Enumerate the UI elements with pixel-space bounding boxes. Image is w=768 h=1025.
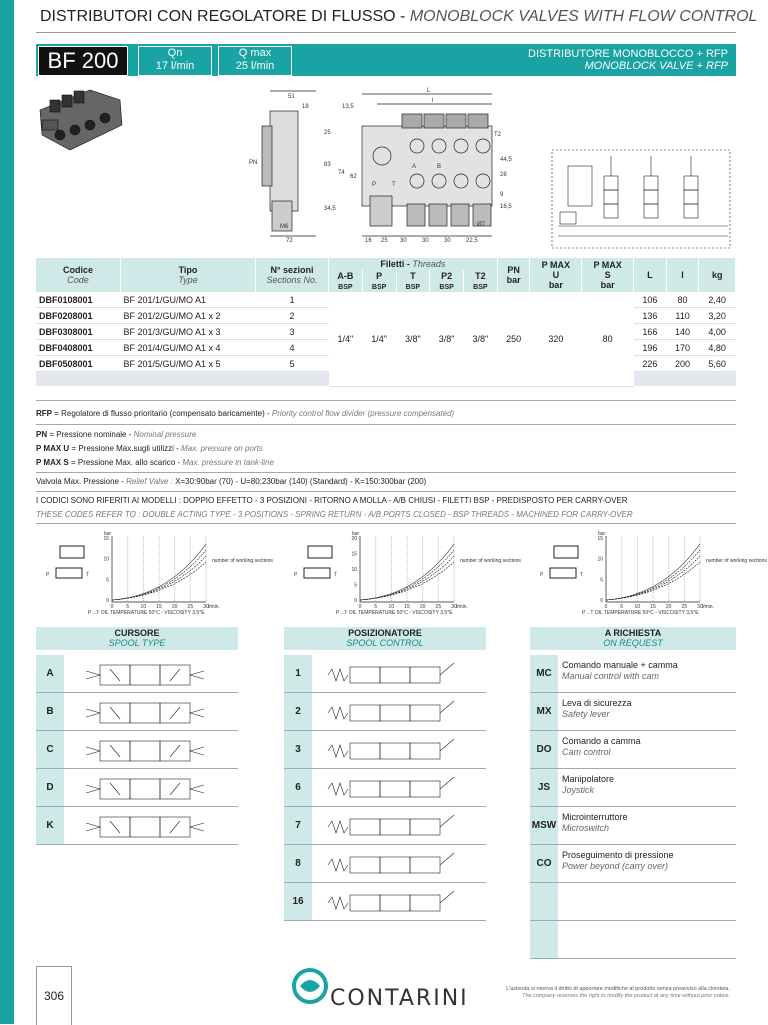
request-row <box>530 693 736 731</box>
request-it: Leva di sicurezza <box>562 698 632 708</box>
note-pmaxs-en: Max. pressure in tank-line <box>182 458 274 467</box>
col-p2-bsp: BSP <box>439 284 454 291</box>
request-en: Joystick <box>562 785 595 795</box>
note-rfp-key: RFP <box>36 409 52 418</box>
request-en: Microswitch <box>562 823 610 833</box>
graph-y-tick: 15 <box>597 536 603 542</box>
cell-p: 1/4" <box>362 292 396 386</box>
dim-T2: T2 <box>494 132 502 138</box>
col-type <box>121 258 256 292</box>
request-it: Microinterruttore <box>562 812 628 822</box>
request-title: A RICHIESTA <box>604 628 662 638</box>
cell-pmaxu: 320 <box>530 292 582 386</box>
note-pmaxu-it: = Pressione Max.sugli utilizzi - <box>69 444 182 453</box>
request-it: Manipolatore <box>562 774 615 784</box>
cell-sections: 3 <box>256 324 329 340</box>
graph-x-tick: 5 <box>374 604 378 610</box>
graph-x-tick: 20 <box>171 604 178 610</box>
cell-type: BF 201/3/GU/MO A1 x 3 <box>121 324 256 340</box>
request-description <box>562 812 628 834</box>
spool-row <box>36 769 238 807</box>
col-type-label: Tipo <box>178 265 198 275</box>
cell-kg: 3,20 <box>699 308 736 324</box>
dim-PN: PN <box>249 160 258 166</box>
col-p-bsp: BSP <box>371 284 387 291</box>
request-header <box>530 627 736 650</box>
graph-y-tick: 15 <box>103 536 109 542</box>
graph-legend: number of working sections <box>212 558 273 564</box>
graph-valve-icon <box>550 568 576 578</box>
request-description <box>562 736 641 758</box>
cell-kg: 2,40 <box>699 292 736 308</box>
port-A: A <box>412 164 417 170</box>
graph-y-tick: 10 <box>597 556 603 563</box>
disclaimer-en: The company reserves the right to modify the product at any time without prior notice. <box>522 993 730 999</box>
note-rfp <box>36 409 736 418</box>
col-pn <box>497 258 530 292</box>
note-pmaxs-it: = Pressione Max. allo scarico - <box>68 458 183 467</box>
col-sections-label: N° sezioni <box>270 265 314 275</box>
graph-p-label: P <box>294 572 298 578</box>
request-it: Comando manuale + camma <box>562 660 678 670</box>
cell-L: 136 <box>634 308 667 324</box>
graph-x-tick: 10 <box>634 604 641 610</box>
port-B: B <box>437 164 442 170</box>
dim-25: 25 <box>324 130 331 136</box>
request-code: CO <box>530 845 558 882</box>
control-number: 8 <box>284 845 312 882</box>
control-symbol-icon <box>324 771 474 805</box>
request-row <box>530 921 736 959</box>
note-relief-valve <box>36 477 736 486</box>
spool-letter: K <box>36 807 64 844</box>
cell-sections: 2 <box>256 308 329 324</box>
port-P: P <box>372 182 377 188</box>
spool-letter: B <box>36 693 64 730</box>
control-title-en: SPOOL CONTROL <box>346 638 424 648</box>
graph-x-tick: 10 <box>140 604 147 610</box>
spool-header <box>36 627 238 650</box>
cell-L: 166 <box>634 324 667 340</box>
note-valve-values: X=30:90bar (70) - U=80:230bar (140) (Standard) - K=150:300bar (200) <box>175 477 427 486</box>
request-description <box>562 660 678 682</box>
dim-44-5: 44,5 <box>500 157 512 163</box>
cell-type: BF 201/4/GU/MO A1 x 4 <box>121 340 256 356</box>
col-pmaxu-unit: bar <box>548 280 563 290</box>
request-row <box>530 731 736 769</box>
col-t2-bsp: BSP <box>473 284 488 291</box>
col-p2-label: P2 <box>441 271 453 281</box>
graph-x-tick: 5 <box>620 604 624 610</box>
spool-letter: C <box>36 731 64 768</box>
col-sections-en: Sections No. <box>266 275 318 285</box>
note-valve-en: Relief Valve : <box>126 477 176 486</box>
model-bar <box>36 44 736 76</box>
model-description <box>528 48 728 72</box>
graph-caption: P→T OIL TEMPERATURE 50°C - VISCOSITY 3,5°E <box>88 610 205 616</box>
request-code: MSW <box>530 807 558 844</box>
cell-code: DBF0108001 <box>36 292 121 308</box>
col-threads-en: Threads <box>412 259 446 269</box>
control-title: POSIZIONATORE <box>348 628 422 638</box>
graph-x-tick: 0 <box>358 604 362 610</box>
control-row <box>284 693 486 731</box>
col-l: l <box>666 258 699 292</box>
col-pmaxu-label: P MAX <box>541 260 570 270</box>
col-ab-label: A-B <box>337 271 354 281</box>
control-row <box>284 769 486 807</box>
dim-13-5: 13,5 <box>342 104 354 110</box>
cell-l: 200 <box>666 356 699 372</box>
graph-valve-icon <box>56 568 82 578</box>
note-codes-it: I CODICI SONO RIFERITI AI MODELLI : DOPPIO EFFETTO - 3 POSIZIONI - RITORNO A MOLLA - A/B CHIUSI - FILETTI BSP - PREDISPOSTO PER CARRY-OVER <box>36 496 628 505</box>
desc-english: MONOBLOCK VALVE + RFP <box>584 60 728 72</box>
cell-type: BF 201/5/GU/MO A1 x 5 <box>121 356 256 372</box>
dim-diameter-7: Ø7 <box>477 222 486 228</box>
dim-18: 18 <box>302 104 309 110</box>
col-L: L <box>634 258 667 292</box>
note-pmaxu <box>36 444 736 453</box>
control-symbol-icon <box>324 847 474 881</box>
dim-25b: 25 <box>381 238 388 244</box>
dim-62: 62 <box>350 174 357 180</box>
col-p-label: P <box>376 271 383 281</box>
product-table <box>36 258 736 387</box>
spool-title: CURSORE <box>114 628 160 638</box>
control-number: 16 <box>284 883 312 920</box>
col-t-bsp: BSP <box>405 284 421 291</box>
note-valve-it: Valvola Max. Pressione - <box>36 477 127 486</box>
col-pmaxs-label: P MAX <box>593 260 622 270</box>
col-code <box>36 258 121 292</box>
request-row <box>530 655 736 693</box>
table-row <box>36 292 736 308</box>
graph-x-tick: 25 <box>435 604 442 610</box>
dim-l: l <box>432 98 434 104</box>
qmax-label: Q max <box>238 47 272 59</box>
page-title <box>40 8 757 26</box>
graph-x-tick: 5 <box>126 604 130 610</box>
cell-p2: 3/8" <box>430 292 464 386</box>
graph-x-unit: l/min. <box>702 604 714 610</box>
note-pmaxu-en: Max. pressure on ports <box>181 444 263 453</box>
graph-t-label: T <box>580 572 584 578</box>
note-pmaxs-key: P MAX S <box>36 458 69 467</box>
col-threads <box>329 258 498 270</box>
graph-y-tick: 0 <box>354 598 357 604</box>
col-type-en: Type <box>178 275 198 285</box>
dim-34-5: 34,5 <box>324 206 336 212</box>
cell-kg: 5,60 <box>699 356 736 372</box>
graph-x-tick: 15 <box>404 604 410 610</box>
graph-x-tick: 30 <box>451 604 457 610</box>
dim-L: L <box>427 88 431 94</box>
col-t2-label: T2 <box>475 271 486 281</box>
cell-l: 80 <box>666 292 699 308</box>
cell-kg: 4,00 <box>699 324 736 340</box>
note-pn-en: Nominal pressure <box>133 430 197 439</box>
graph-y-tick: 0 <box>106 598 109 604</box>
col-p <box>362 270 396 292</box>
cell-pn: 250 <box>497 292 530 386</box>
graph-y-unit: bar <box>598 531 606 537</box>
col-pmaxu <box>530 258 582 292</box>
cell-code: DBF0208001 <box>36 308 121 324</box>
col-kg: kg <box>699 258 736 292</box>
graph-symbol-icon <box>554 546 578 558</box>
dim-30c: 30 <box>444 238 451 244</box>
title-italian: DISTRIBUTORI CON REGOLATORE DI FLUSSO - <box>40 8 410 25</box>
spool-symbol-icon <box>76 771 226 805</box>
cell-sections: 1 <box>256 292 329 308</box>
graph-valve-icon <box>304 568 330 578</box>
graph-x-tick: 30 <box>203 604 209 610</box>
qmax-value: 25 l/min <box>235 60 275 72</box>
spool-letter: D <box>36 769 64 806</box>
col-pmaxs <box>582 258 634 292</box>
graph-t-label: T <box>334 572 338 578</box>
dim-28: 28 <box>500 172 507 178</box>
graph-caption: P→T OIL TEMPERATURE 50°C - VISCOSITY 3,5°E <box>582 610 699 616</box>
graph-p-label: P <box>540 572 544 578</box>
col-code-en: Code <box>67 275 89 285</box>
cell-pmaxs: 80 <box>582 292 634 386</box>
request-en: Manual control with cam <box>562 671 660 681</box>
request-en: Power beyond (carry over) <box>562 861 669 871</box>
graph-x-tick: 20 <box>419 604 426 610</box>
cell-code: DBF0408001 <box>36 340 121 356</box>
graph-symbol-icon <box>60 546 84 558</box>
disclaimer-it: L'azienda si riserva il diritto di apportare modifiche al prodotto senza preavviso alla clientela. <box>506 986 730 992</box>
control-symbol-icon <box>324 657 474 691</box>
control-symbol-icon <box>324 733 474 767</box>
control-symbol-icon <box>324 809 474 843</box>
control-number: 1 <box>284 655 312 692</box>
control-symbol-icon <box>324 885 474 919</box>
cell-code: DBF0508001 <box>36 356 121 372</box>
col-ab <box>329 270 363 292</box>
graph-y-tick: 10 <box>103 556 109 563</box>
graph-legend: number of working sections <box>706 558 767 564</box>
dim-74: 74 <box>338 170 345 176</box>
spool-symbol-icon <box>76 695 226 729</box>
request-code <box>530 883 558 920</box>
col-pmaxu-u: U <box>552 270 560 280</box>
cell-sections: 4 <box>256 340 329 356</box>
control-row <box>284 655 486 693</box>
control-number: 2 <box>284 693 312 730</box>
spool-row <box>36 807 238 845</box>
cell-kg: 4,80 <box>699 340 736 356</box>
spool-symbol-icon <box>76 809 226 843</box>
request-title-en: ON REQUEST <box>603 638 663 648</box>
col-p2 <box>430 270 464 292</box>
cell-t2: 3/8" <box>464 292 498 386</box>
request-code: MX <box>530 693 558 730</box>
product-photo <box>30 80 130 160</box>
qn-label: Qn <box>167 47 183 59</box>
request-it: Proseguimento di pressione <box>562 850 674 860</box>
spool-title-en: SPOOL TYPE <box>108 638 166 648</box>
col-sections <box>256 258 329 292</box>
request-description <box>562 698 632 720</box>
graph-t-label: T <box>86 572 90 578</box>
control-row <box>284 845 486 883</box>
note-codes-en: THESE CODES REFER TO : DOUBLE ACTING TYPE - 3 POSITIONS - SPRING RETURN - A/B PORTS CLOSED - BSP THREADS - MACHINED FOR CARRY-OVER <box>36 510 633 519</box>
port-T: T <box>392 182 396 188</box>
col-pmaxs-s: S <box>604 270 611 280</box>
request-code: JS <box>530 769 558 806</box>
request-code: MC <box>530 655 558 692</box>
flow-graphs <box>36 531 767 616</box>
col-t-label: T <box>410 271 416 281</box>
col-ab-bsp: BSP <box>338 284 353 291</box>
note-pn <box>36 430 736 439</box>
graph-y-tick: 5 <box>106 577 109 584</box>
graph-y-tick: 15 <box>351 551 357 558</box>
dim-51: 51 <box>288 94 295 100</box>
graph-x-unit: l/min. <box>208 604 220 610</box>
dim-M6: M6 <box>280 224 289 230</box>
cell-L: 106 <box>634 292 667 308</box>
disclaimer <box>500 986 730 1000</box>
technical-drawing <box>242 86 512 246</box>
request-code: DO <box>530 731 558 768</box>
request-row <box>530 845 736 883</box>
cell-code: DBF0308001 <box>36 324 121 340</box>
graph-x-tick: 25 <box>681 604 688 610</box>
graph-y-unit: bar <box>352 531 360 537</box>
note-pn-it: = Pressione nominale - <box>47 430 134 439</box>
graph-x-tick: 20 <box>665 604 672 610</box>
col-pn-label: PN <box>507 265 520 275</box>
graph-x-tick: 0 <box>604 604 608 610</box>
graph-caption: P→T OIL TEMPERATURE 50°C - VISCOSITY 3,5°E <box>336 610 453 616</box>
title-english: MONOBLOCK VALVES WITH FLOW CONTROL <box>409 8 758 25</box>
request-en: Cam control <box>562 747 611 757</box>
graph-y-tick: 5 <box>354 582 357 589</box>
graph-y-tick: 0 <box>600 598 603 604</box>
request-row <box>530 769 736 807</box>
spool-symbol-icon <box>76 657 226 691</box>
col-pmaxs-unit: bar <box>600 280 615 290</box>
brand-logo: CONTARINI <box>330 986 469 1011</box>
note-pmaxs <box>36 458 736 467</box>
cell-type: BF 201/2/GU/MO A1 x 2 <box>121 308 256 324</box>
col-pn-unit: bar <box>506 275 521 285</box>
request-row <box>530 883 736 921</box>
graph-y-tick: 20 <box>351 536 357 542</box>
page-number: 306 <box>36 966 72 1025</box>
control-row <box>284 883 486 921</box>
cell-t: 3/8" <box>396 292 430 386</box>
qn-value: 17 l/min <box>155 60 195 72</box>
graph-y-tick: 5 <box>600 577 603 584</box>
graph-p-label: P <box>46 572 50 578</box>
cell-l: 140 <box>666 324 699 340</box>
graph-x-tick: 30 <box>697 604 703 610</box>
cell-type: BF 201/1/GU/MO A1 <box>121 292 256 308</box>
col-threads-label: Filetti - <box>380 259 413 269</box>
cell-sections: 5 <box>256 356 329 372</box>
note-pn-key: PN <box>36 430 48 439</box>
teal-side-band <box>0 0 14 1024</box>
request-it: Comando a camma <box>562 736 641 746</box>
cell-L: 196 <box>634 340 667 356</box>
dim-9: 9 <box>500 192 504 198</box>
control-symbol-icon <box>324 695 474 729</box>
graph-legend: number of working sections <box>460 558 521 564</box>
dim-22-5: 22,5 <box>466 238 478 244</box>
col-t2 <box>464 270 498 292</box>
request-en: Safety lever <box>562 709 610 719</box>
cell-L: 226 <box>634 356 667 372</box>
col-code-label: Codice <box>62 265 93 275</box>
control-row <box>284 731 486 769</box>
note-pmaxu-key: P MAX U <box>36 444 70 453</box>
dim-30a: 30 <box>400 238 407 244</box>
request-code <box>530 921 558 958</box>
desc-italian: DISTRIBUTORE MONOBLOCCO + RFP <box>528 48 728 60</box>
dim-30b: 30 <box>422 238 429 244</box>
graph-x-tick: 0 <box>110 604 114 610</box>
control-header <box>284 627 486 650</box>
cell-l: 110 <box>666 308 699 324</box>
hydraulic-schematic <box>548 146 734 252</box>
note-rfp-en: Priority control flow divider (pressure compensated) <box>271 409 455 418</box>
qmax-spec <box>218 46 292 76</box>
graph-x-unit: l/min. <box>456 604 468 610</box>
spool-letter: A <box>36 655 64 692</box>
graph-x-tick: 10 <box>388 604 395 610</box>
request-description <box>562 850 674 872</box>
graph-y-tick: 10 <box>351 567 357 573</box>
spool-row <box>36 655 238 693</box>
page-header <box>36 0 758 33</box>
qn-spec <box>138 46 212 76</box>
graph-x-tick: 15 <box>156 604 162 610</box>
dim-16-5: 16,5 <box>500 204 512 210</box>
cell-ab: 1/4" <box>329 292 363 386</box>
control-number: 3 <box>284 731 312 768</box>
spool-symbol-icon <box>76 733 226 767</box>
contarini-logo-icon <box>290 966 330 1006</box>
spool-row <box>36 731 238 769</box>
dim-72: 72 <box>286 238 293 244</box>
note-rfp-it: = Regolatore di flusso prioritario (compensato baricamente) - <box>52 409 272 418</box>
spool-row <box>36 693 238 731</box>
control-row <box>284 807 486 845</box>
graph-x-tick: 25 <box>187 604 194 610</box>
dim-83: 83 <box>324 162 331 168</box>
col-t <box>396 270 430 292</box>
control-number: 6 <box>284 769 312 806</box>
graph-y-unit: bar <box>104 531 112 537</box>
control-number: 7 <box>284 807 312 844</box>
request-row <box>530 807 736 845</box>
model-name: BF 200 <box>38 46 128 76</box>
graph-symbol-icon <box>308 546 332 558</box>
request-description <box>562 774 614 796</box>
dim-16: 16 <box>365 238 372 244</box>
cell-l: 170 <box>666 340 699 356</box>
graph-x-tick: 15 <box>650 604 656 610</box>
